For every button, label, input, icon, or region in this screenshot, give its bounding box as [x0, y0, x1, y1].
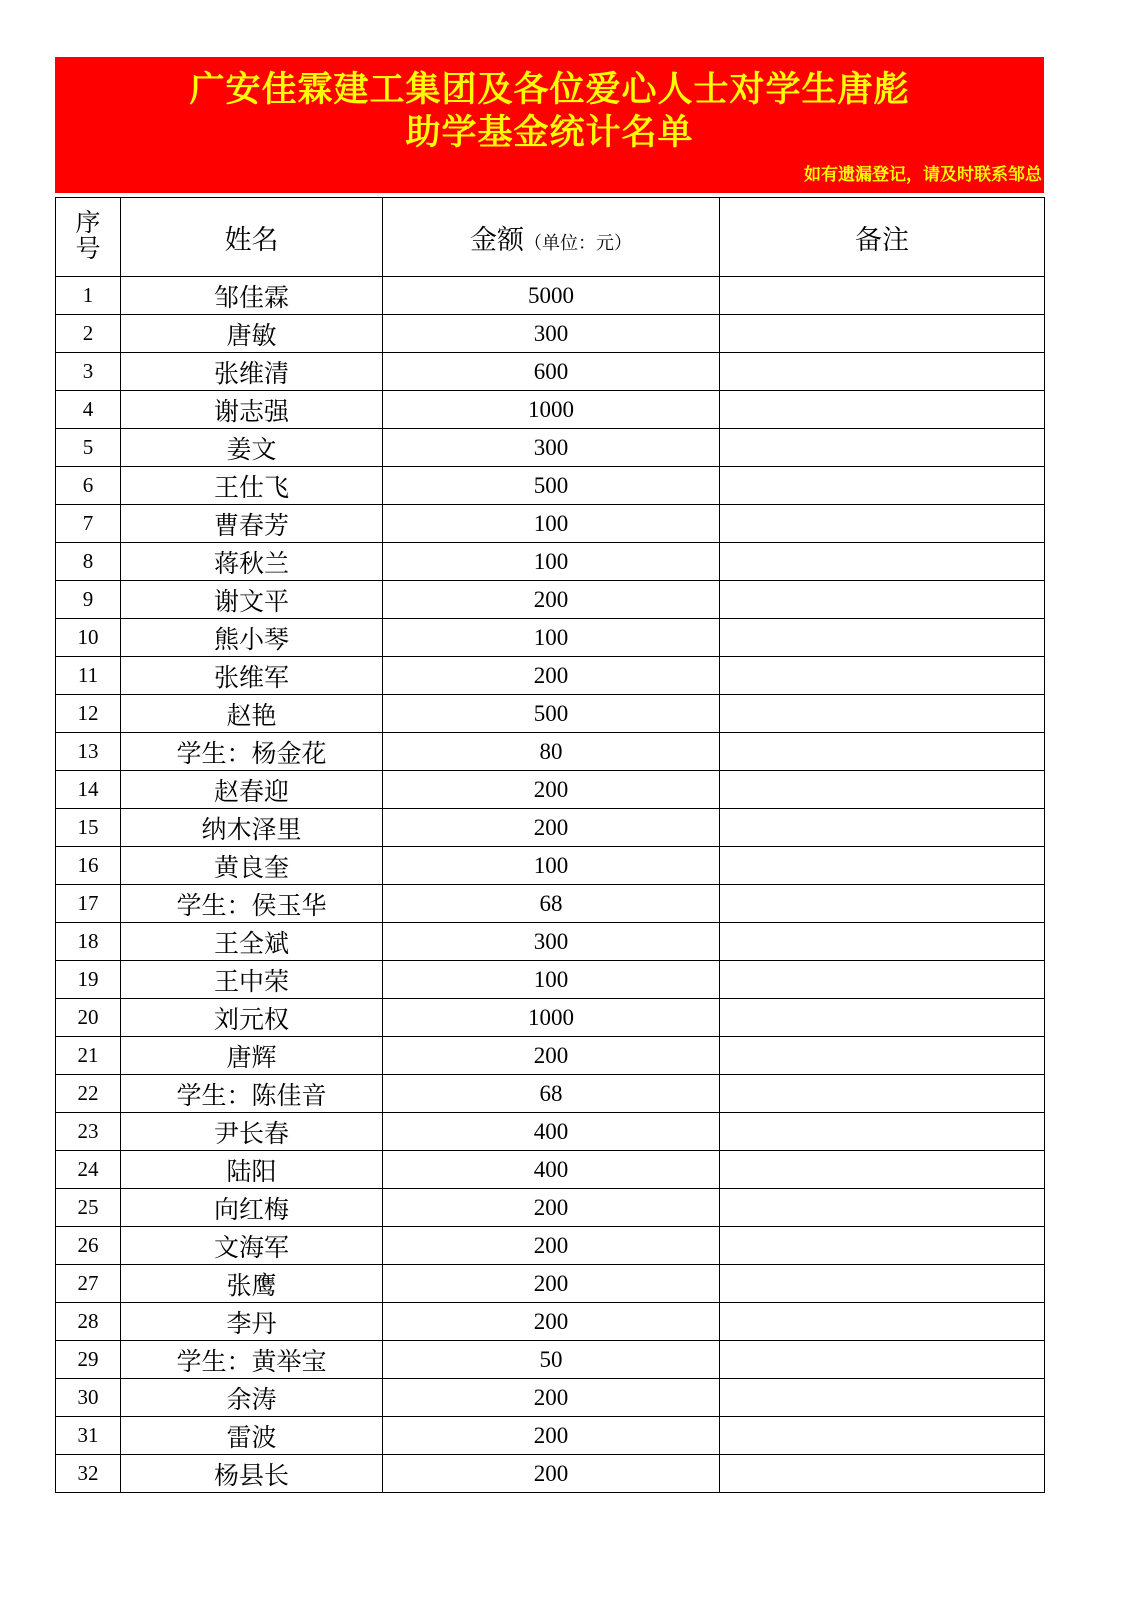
table-row — [56, 733, 1045, 771]
cell-name: 谢文平 — [121, 581, 383, 619]
table-row — [56, 1417, 1045, 1455]
table-row — [56, 1341, 1045, 1379]
cell-amount: 200 — [383, 1227, 720, 1265]
table-row — [56, 1189, 1045, 1227]
cell-name: 邹佳霖 — [121, 277, 383, 315]
cell-amount: 200 — [383, 1303, 720, 1341]
cell-amount: 400 — [383, 1113, 720, 1151]
cell-index: 25 — [56, 1189, 121, 1227]
cell-amount: 200 — [383, 771, 720, 809]
cell-index: 8 — [56, 543, 121, 581]
table-row — [56, 619, 1045, 657]
cell-index: 23 — [56, 1113, 121, 1151]
cell-index: 18 — [56, 923, 121, 961]
document-page — [55, 57, 1044, 1493]
cell-name: 学生：杨金花 — [121, 733, 383, 771]
table-header — [56, 198, 1045, 277]
cell-note — [720, 1189, 1045, 1227]
cell-name: 雷波 — [121, 1417, 383, 1455]
cell-amount: 100 — [383, 505, 720, 543]
cell-amount: 100 — [383, 619, 720, 657]
cell-amount: 200 — [383, 1455, 720, 1493]
column-header-amount — [383, 198, 720, 277]
cell-name: 唐敏 — [121, 315, 383, 353]
cell-index: 4 — [56, 391, 121, 429]
table-row — [56, 809, 1045, 847]
cell-note — [720, 1379, 1045, 1417]
cell-index: 20 — [56, 999, 121, 1037]
table-row — [56, 1303, 1045, 1341]
cell-amount: 68 — [383, 885, 720, 923]
title-line-2: 助学基金统计名单 — [405, 112, 694, 152]
cell-amount: 200 — [383, 581, 720, 619]
cell-index: 6 — [56, 467, 121, 505]
cell-name: 王全斌 — [121, 923, 383, 961]
column-header-index — [56, 198, 121, 277]
table-row — [56, 1037, 1045, 1075]
table-row — [56, 315, 1045, 353]
cell-index: 2 — [56, 315, 121, 353]
cell-name: 李丹 — [121, 1303, 383, 1341]
table-row — [56, 1227, 1045, 1265]
cell-amount: 300 — [383, 923, 720, 961]
cell-name: 尹长春 — [121, 1113, 383, 1151]
cell-name: 学生：侯玉华 — [121, 885, 383, 923]
cell-amount: 200 — [383, 1265, 720, 1303]
table-row — [56, 847, 1045, 885]
cell-note — [720, 1455, 1045, 1493]
table-row — [56, 391, 1045, 429]
document-title — [55, 69, 1044, 154]
cell-index: 32 — [56, 1455, 121, 1493]
cell-index: 7 — [56, 505, 121, 543]
title-line-1: 广安佳霖建工集团及各位爱心人士对学生唐彪 — [189, 70, 910, 109]
table-row — [56, 695, 1045, 733]
cell-amount: 80 — [383, 733, 720, 771]
cell-note — [720, 1113, 1045, 1151]
cell-amount: 200 — [383, 1417, 720, 1455]
cell-name: 熊小琴 — [121, 619, 383, 657]
cell-amount: 100 — [383, 961, 720, 999]
cell-name: 刘元权 — [121, 999, 383, 1037]
column-header-name: 姓名 — [121, 198, 383, 277]
table-row — [56, 999, 1045, 1037]
table-row — [56, 1379, 1045, 1417]
cell-note — [720, 1151, 1045, 1189]
cell-amount: 300 — [383, 315, 720, 353]
cell-name: 王中荣 — [121, 961, 383, 999]
cell-name: 杨县长 — [121, 1455, 383, 1493]
cell-index: 15 — [56, 809, 121, 847]
cell-amount: 100 — [383, 543, 720, 581]
cell-amount: 50 — [383, 1341, 720, 1379]
column-header-index-line1: 序 — [75, 210, 101, 238]
cell-name: 谢志强 — [121, 391, 383, 429]
cell-index: 28 — [56, 1303, 121, 1341]
table-row — [56, 505, 1045, 543]
cell-amount: 200 — [383, 809, 720, 847]
cell-note — [720, 1417, 1045, 1455]
cell-note — [720, 1037, 1045, 1075]
cell-amount: 1000 — [383, 391, 720, 429]
table-row — [56, 961, 1045, 999]
cell-index: 10 — [56, 619, 121, 657]
cell-name: 唐辉 — [121, 1037, 383, 1075]
cell-name: 黄良奎 — [121, 847, 383, 885]
cell-amount: 68 — [383, 1075, 720, 1113]
cell-index: 21 — [56, 1037, 121, 1075]
cell-note — [720, 847, 1045, 885]
cell-index: 27 — [56, 1265, 121, 1303]
table-row — [56, 429, 1045, 467]
cell-index: 9 — [56, 581, 121, 619]
table-body — [56, 277, 1045, 1493]
cell-index: 3 — [56, 353, 121, 391]
table-row — [56, 1113, 1045, 1151]
cell-note — [720, 1341, 1045, 1379]
cell-name: 学生：陈佳音 — [121, 1075, 383, 1113]
table-row — [56, 543, 1045, 581]
donation-table — [55, 197, 1045, 1493]
table-row — [56, 1455, 1045, 1493]
cell-index: 12 — [56, 695, 121, 733]
cell-amount: 1000 — [383, 999, 720, 1037]
cell-amount: 600 — [383, 353, 720, 391]
cell-note — [720, 277, 1045, 315]
cell-note — [720, 1265, 1045, 1303]
cell-note — [720, 733, 1045, 771]
cell-note — [720, 1075, 1045, 1113]
cell-note — [720, 353, 1045, 391]
cell-index: 31 — [56, 1417, 121, 1455]
cell-index: 19 — [56, 961, 121, 999]
cell-note — [720, 885, 1045, 923]
cell-amount: 5000 — [383, 277, 720, 315]
cell-note — [720, 1303, 1045, 1341]
cell-note — [720, 999, 1045, 1037]
cell-note — [720, 619, 1045, 657]
cell-name: 赵艳 — [121, 695, 383, 733]
cell-index: 30 — [56, 1379, 121, 1417]
column-header-amount-unit: （单位：元） — [524, 232, 632, 253]
cell-note — [720, 695, 1045, 733]
cell-name: 余涛 — [121, 1379, 383, 1417]
cell-name: 张维清 — [121, 353, 383, 391]
cell-amount: 500 — [383, 695, 720, 733]
cell-index: 16 — [56, 847, 121, 885]
cell-index: 24 — [56, 1151, 121, 1189]
cell-note — [720, 315, 1045, 353]
cell-note — [720, 543, 1045, 581]
cell-name: 学生：黄举宝 — [121, 1341, 383, 1379]
cell-amount: 200 — [383, 657, 720, 695]
cell-name: 赵春迎 — [121, 771, 383, 809]
cell-note — [720, 657, 1045, 695]
table-row — [56, 1265, 1045, 1303]
cell-amount: 500 — [383, 467, 720, 505]
table-row — [56, 885, 1045, 923]
cell-note — [720, 391, 1045, 429]
cell-index: 13 — [56, 733, 121, 771]
cell-index: 26 — [56, 1227, 121, 1265]
cell-note — [720, 581, 1045, 619]
column-header-note: 备注 — [720, 198, 1045, 277]
cell-index: 17 — [56, 885, 121, 923]
cell-note — [720, 505, 1045, 543]
table-row — [56, 581, 1045, 619]
cell-name: 蒋秋兰 — [121, 543, 383, 581]
table-row — [56, 657, 1045, 695]
cell-amount: 200 — [383, 1037, 720, 1075]
table-row — [56, 1075, 1045, 1113]
cell-note — [720, 923, 1045, 961]
table-row — [56, 277, 1045, 315]
cell-name: 姜文 — [121, 429, 383, 467]
cell-index: 14 — [56, 771, 121, 809]
banner-note: 如有遗漏登记，请及时联系邹总 — [804, 165, 1042, 185]
table-row — [56, 923, 1045, 961]
cell-note — [720, 771, 1045, 809]
cell-amount: 200 — [383, 1189, 720, 1227]
table-row — [56, 467, 1045, 505]
cell-name: 陆阳 — [121, 1151, 383, 1189]
cell-note — [720, 467, 1045, 505]
cell-index: 1 — [56, 277, 121, 315]
cell-name: 张鹰 — [121, 1265, 383, 1303]
table-row — [56, 1151, 1045, 1189]
column-header-amount-main: 金额 — [470, 224, 524, 255]
cell-index: 22 — [56, 1075, 121, 1113]
cell-name: 王仕飞 — [121, 467, 383, 505]
cell-note — [720, 961, 1045, 999]
table-row — [56, 771, 1045, 809]
cell-index: 29 — [56, 1341, 121, 1379]
cell-note — [720, 1227, 1045, 1265]
cell-amount: 100 — [383, 847, 720, 885]
table-row — [56, 353, 1045, 391]
cell-amount: 300 — [383, 429, 720, 467]
title-banner — [55, 57, 1044, 193]
cell-note — [720, 429, 1045, 467]
cell-amount: 400 — [383, 1151, 720, 1189]
cell-name: 向红梅 — [121, 1189, 383, 1227]
cell-name: 纳木泽里 — [121, 809, 383, 847]
cell-name: 曹春芳 — [121, 505, 383, 543]
cell-amount: 200 — [383, 1379, 720, 1417]
cell-note — [720, 809, 1045, 847]
column-header-index-line2: 号 — [75, 236, 101, 264]
table-header-row — [56, 198, 1045, 277]
cell-index: 5 — [56, 429, 121, 467]
cell-index: 11 — [56, 657, 121, 695]
cell-name: 张维军 — [121, 657, 383, 695]
cell-name: 文海军 — [121, 1227, 383, 1265]
